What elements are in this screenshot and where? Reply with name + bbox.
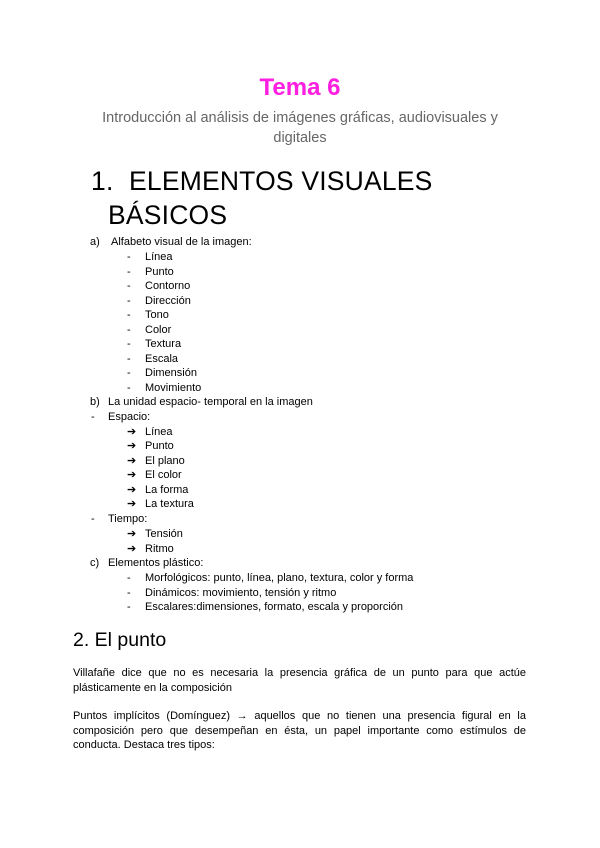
list-item: Textura [145, 338, 182, 350]
dash-marker: - [127, 294, 131, 307]
espacio-label: Espacio: [108, 411, 151, 423]
section-2-heading: 2. El punto [73, 629, 167, 651]
document-subtitle: Introducción al análisis de imágenes gráficas, audiovisuales y digitales [102, 110, 498, 146]
arrow-icon: ➔ [127, 440, 137, 452]
list-item: Punto [145, 440, 174, 452]
list-item: Dimensión [145, 367, 197, 379]
section-1-heading-line1: ELEMENTOS VISUALES [129, 166, 433, 196]
list-item: La textura [145, 498, 194, 510]
paragraph: Villafañe dice que no es necesaria la presencia gráfica de un punto para que actúe plásticamente en la composición [73, 667, 526, 694]
list-item: Movimiento [145, 381, 202, 394]
paragraph: Puntos implícitos (Domínguez) → aquellos que no tienen una presencia figural en la composición pero que desempeñan en ésta, un papel importante como estímulos de conducta. Destaca tres tipos: [73, 710, 526, 751]
dash-marker: - [127, 586, 131, 599]
dash-marker: - [127, 280, 131, 292]
dash-marker: - [127, 352, 131, 365]
list-marker-a: a) [90, 236, 100, 248]
dash-marker: - [127, 381, 131, 394]
arrow-icon: ➔ [127, 542, 137, 555]
list-item: Escala [145, 352, 179, 365]
list-item: El color [145, 469, 182, 481]
arrow-icon: ➔ [127, 528, 137, 540]
dash-marker: - [127, 323, 131, 336]
list-item: La forma [145, 483, 189, 496]
dash-marker: - [127, 367, 131, 379]
list-item: Ritmo [145, 542, 174, 555]
section-1-heading [91, 164, 433, 230]
list-item: Morfológicos: punto, línea, plano, textura, color y forma [145, 572, 414, 584]
document-title: Tema 6 [259, 74, 341, 101]
arrow-icon: ➔ [127, 483, 137, 496]
list-item: Dirección [145, 294, 191, 307]
arrow-icon: ➔ [127, 425, 137, 438]
arrow-icon: ➔ [127, 469, 137, 481]
dash-marker: - [91, 513, 95, 525]
list-item: Dinámicos: movimiento, tensión y ritmo [145, 586, 337, 599]
list-item: Color [145, 323, 172, 336]
dash-marker: - [127, 572, 131, 584]
list-marker-c: c) [90, 557, 100, 569]
list-item: Tensión [145, 528, 183, 540]
list-item: Línea [145, 425, 173, 438]
arrow-icon: ➔ [127, 454, 137, 467]
dash-marker: - [127, 601, 131, 613]
list-item: Tono [145, 309, 169, 321]
list-item: Punto [145, 265, 174, 278]
list-a-label: Alfabeto visual de la imagen: [111, 236, 252, 248]
list-item: Contorno [145, 280, 191, 292]
arrow-icon: ➔ [127, 498, 137, 510]
list-item: Escalares:dimensiones, formato, escala y proporción [145, 601, 404, 613]
list-item: El plano [145, 454, 185, 467]
dash-marker: - [127, 309, 131, 321]
dash-marker: - [127, 265, 131, 278]
section-1-heading-line2: BÁSICOS [108, 200, 228, 230]
dash-marker: - [127, 338, 131, 350]
list-item: Línea [145, 251, 173, 263]
list-c-label: Elementos plástico: [108, 557, 204, 569]
section-1-number: 1. [91, 166, 114, 196]
dash-marker: - [91, 411, 95, 423]
list-b-label: La unidad espacio- temporal en la imagen [108, 396, 313, 408]
tiempo-label: Tiempo: [108, 513, 148, 525]
dash-marker: - [127, 251, 131, 263]
list-marker-b: b) [90, 396, 100, 408]
